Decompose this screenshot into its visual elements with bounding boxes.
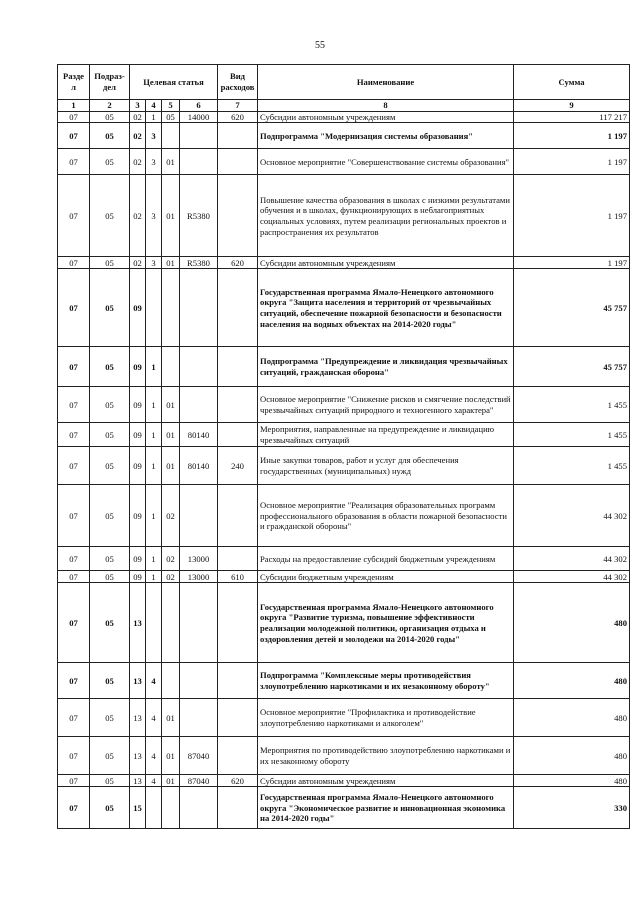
cell-summa: 44 302: [514, 547, 630, 571]
table-header-row: [58, 65, 630, 100]
cell-target-subprogram: 1: [146, 423, 162, 447]
cell-podrazdel: 05: [90, 737, 130, 775]
cell-target-subprogram: 4: [146, 663, 162, 699]
cell-naimenovanie: Государственная программа Ямало-Ненецкого автономного округа "Экономическое развитие и инновационная экономика на 2014-2020 годы": [258, 787, 514, 829]
cell-naimenovanie: Расходы на предоставление субсидий бюджетным учреждениям: [258, 547, 514, 571]
cell-naimenovanie: Основное мероприятие "Профилактика и противодействие злоупотреблению наркотиками и алкоголем": [258, 699, 514, 737]
cell-target-subprogram: 3: [146, 123, 162, 149]
cell-target-measure: [162, 787, 180, 829]
cell-razdel: 07: [58, 787, 90, 829]
cell-target-measure: 01: [162, 149, 180, 175]
table-row: [58, 175, 630, 257]
cell-target-direction: [180, 485, 218, 547]
cell-target-direction: [180, 149, 218, 175]
cell-target-subprogram: 4: [146, 737, 162, 775]
cell-target-program: 09: [130, 423, 146, 447]
cell-razdel: 07: [58, 423, 90, 447]
cell-target-program: 02: [130, 123, 146, 149]
cell-target-measure: 02: [162, 485, 180, 547]
cell-summa: 1 197: [514, 149, 630, 175]
cell-razdel: 07: [58, 175, 90, 257]
cell-target-direction: 87040: [180, 737, 218, 775]
col-index: 3: [130, 100, 146, 112]
table-row: [58, 257, 630, 269]
cell-target-subprogram: 1: [146, 347, 162, 387]
cell-podrazdel: 05: [90, 699, 130, 737]
header-vid-raskhodov: Вид расходов: [218, 65, 258, 100]
cell-naimenovanie: Мероприятия, направленные на предупреждение и ликвидацию чрезвычайных ситуаций: [258, 423, 514, 447]
cell-podrazdel: 05: [90, 775, 130, 787]
cell-vid-raskhodov: [218, 737, 258, 775]
cell-podrazdel: 05: [90, 269, 130, 347]
cell-podrazdel: 05: [90, 257, 130, 269]
cell-target-direction: 13000: [180, 547, 218, 571]
cell-target-measure: [162, 663, 180, 699]
cell-naimenovanie: Основное мероприятие "Снижение рисков и смягчение последствий чрезвычайных ситуаций природного и техногенного характера": [258, 387, 514, 423]
table-row: [58, 787, 630, 829]
cell-target-measure: 01: [162, 175, 180, 257]
cell-vid-raskhodov: [218, 787, 258, 829]
cell-target-program: 09: [130, 387, 146, 423]
header-podrazdel: Подраз-дел: [90, 65, 130, 100]
cell-vid-raskhodov: [218, 123, 258, 149]
cell-target-program: 13: [130, 699, 146, 737]
cell-target-program: 13: [130, 775, 146, 787]
cell-summa: 480: [514, 699, 630, 737]
cell-summa: 117 217: [514, 111, 630, 123]
col-index: 9: [514, 100, 630, 112]
cell-target-subprogram: 4: [146, 775, 162, 787]
cell-razdel: 07: [58, 583, 90, 663]
cell-vid-raskhodov: 620: [218, 111, 258, 123]
table-row: [58, 111, 630, 123]
cell-summa: 45 757: [514, 347, 630, 387]
cell-summa: 330: [514, 787, 630, 829]
cell-razdel: 07: [58, 775, 90, 787]
table-row: [58, 149, 630, 175]
cell-target-program: 09: [130, 269, 146, 347]
cell-summa: 45 757: [514, 269, 630, 347]
cell-naimenovanie: Повышение качества образования в школах с низкими результатами обучения и в школах, функционирующих в неблагоприятных социальных условиях, путем реализации региональных проектов и распространения их результатов: [258, 175, 514, 257]
cell-razdel: 07: [58, 123, 90, 149]
cell-target-measure: 02: [162, 547, 180, 571]
table-body: [58, 111, 630, 829]
cell-podrazdel: 05: [90, 149, 130, 175]
cell-vid-raskhodov: 620: [218, 257, 258, 269]
col-index: 7: [218, 100, 258, 112]
cell-razdel: 07: [58, 663, 90, 699]
page-number: 55: [315, 40, 325, 51]
cell-target-measure: 01: [162, 737, 180, 775]
cell-podrazdel: 05: [90, 175, 130, 257]
cell-target-measure: 01: [162, 699, 180, 737]
cell-target-measure: 01: [162, 387, 180, 423]
cell-summa: 44 302: [514, 485, 630, 547]
cell-razdel: 07: [58, 571, 90, 583]
table-row: [58, 347, 630, 387]
cell-vid-raskhodov: [218, 423, 258, 447]
table-row: [58, 485, 630, 547]
cell-target-program: 09: [130, 571, 146, 583]
cell-target-measure: [162, 583, 180, 663]
cell-target-direction: [180, 347, 218, 387]
cell-target-program: 02: [130, 149, 146, 175]
cell-target-program: 09: [130, 547, 146, 571]
cell-naimenovanie: Подпрограмма "Модернизация системы образования": [258, 123, 514, 149]
table-row: [58, 269, 630, 347]
cell-summa: 480: [514, 737, 630, 775]
cell-podrazdel: 05: [90, 571, 130, 583]
cell-target-direction: 87040: [180, 775, 218, 787]
cell-naimenovanie: Государственная программа Ямало-Ненецкого автономного округа "Защита населения и территорий от чрезвычайных ситуаций, обеспечение пожарной безопасности и безопасности населения на водных объектах на 2014-2020 годы": [258, 269, 514, 347]
cell-target-direction: [180, 387, 218, 423]
cell-summa: 480: [514, 775, 630, 787]
table-row: [58, 737, 630, 775]
cell-target-measure: 02: [162, 571, 180, 583]
cell-podrazdel: 05: [90, 485, 130, 547]
cell-naimenovanie: Иные закупки товаров, работ и услуг для обеспечения государственных (муниципальных) нужд: [258, 447, 514, 485]
cell-podrazdel: 05: [90, 447, 130, 485]
table-row: [58, 699, 630, 737]
cell-target-direction: [180, 663, 218, 699]
cell-razdel: 07: [58, 347, 90, 387]
cell-target-subprogram: 1: [146, 387, 162, 423]
cell-naimenovanie: Субсидии автономным учреждениям: [258, 111, 514, 123]
cell-vid-raskhodov: 620: [218, 775, 258, 787]
cell-vid-raskhodov: [218, 149, 258, 175]
cell-vid-raskhodov: [218, 663, 258, 699]
cell-target-program: 13: [130, 737, 146, 775]
cell-podrazdel: 05: [90, 111, 130, 123]
cell-podrazdel: 05: [90, 583, 130, 663]
cell-target-direction: [180, 787, 218, 829]
table-row: [58, 775, 630, 787]
cell-naimenovanie: Государственная программа Ямало-Ненецкого автономного округа "Развитие туризма, повышение эффективности реализации молодежной политики, организация отдыха и оздоровления детей и молодежи на 2014-2020 годы": [258, 583, 514, 663]
column-index-row: [58, 100, 630, 112]
budget-table: [57, 64, 630, 829]
cell-vid-raskhodov: [218, 547, 258, 571]
cell-target-program: 02: [130, 257, 146, 269]
table-row: [58, 447, 630, 485]
cell-target-subprogram: 3: [146, 257, 162, 269]
cell-vid-raskhodov: [218, 485, 258, 547]
cell-summa: 1 197: [514, 123, 630, 149]
header-summa: Сумма: [514, 65, 630, 100]
cell-naimenovanie: Подпрограмма "Предупреждение и ликвидация чрезвычайных ситуаций, гражданская оборона": [258, 347, 514, 387]
cell-podrazdel: 05: [90, 347, 130, 387]
table-row: [58, 423, 630, 447]
cell-target-subprogram: 1: [146, 485, 162, 547]
cell-target-subprogram: 1: [146, 111, 162, 123]
cell-target-direction: [180, 269, 218, 347]
cell-target-direction: R5380: [180, 175, 218, 257]
cell-target-program: 13: [130, 663, 146, 699]
cell-target-program: 09: [130, 485, 146, 547]
cell-vid-raskhodov: [218, 699, 258, 737]
cell-target-subprogram: 1: [146, 571, 162, 583]
cell-summa: 1 455: [514, 447, 630, 485]
cell-target-program: 09: [130, 447, 146, 485]
col-index: 2: [90, 100, 130, 112]
table-row: [58, 387, 630, 423]
table-row: [58, 123, 630, 149]
cell-target-direction: 80140: [180, 447, 218, 485]
cell-naimenovanie: Мероприятия по противодействию злоупотреблению наркотиками и их незаконному обороту: [258, 737, 514, 775]
cell-podrazdel: 05: [90, 547, 130, 571]
cell-naimenovanie: Субсидии бюджетным учреждениям: [258, 571, 514, 583]
col-index: 4: [146, 100, 162, 112]
cell-vid-raskhodov: 610: [218, 571, 258, 583]
cell-target-measure: 05: [162, 111, 180, 123]
cell-target-subprogram: 3: [146, 149, 162, 175]
cell-target-program: 13: [130, 583, 146, 663]
cell-target-program: 15: [130, 787, 146, 829]
cell-summa: 1 197: [514, 175, 630, 257]
cell-target-direction: 13000: [180, 571, 218, 583]
table-row: [58, 571, 630, 583]
cell-razdel: 07: [58, 257, 90, 269]
cell-target-direction: R5380: [180, 257, 218, 269]
cell-target-measure: 01: [162, 423, 180, 447]
cell-razdel: 07: [58, 269, 90, 347]
cell-target-direction: [180, 583, 218, 663]
cell-summa: 1 197: [514, 257, 630, 269]
cell-razdel: 07: [58, 387, 90, 423]
table-row: [58, 663, 630, 699]
cell-summa: 44 302: [514, 571, 630, 583]
cell-target-measure: [162, 347, 180, 387]
col-index: 1: [58, 100, 90, 112]
cell-target-program: 02: [130, 175, 146, 257]
cell-target-measure: 01: [162, 775, 180, 787]
col-index: 6: [180, 100, 218, 112]
cell-target-subprogram: [146, 269, 162, 347]
header-celevaya-statya: Целевая статья: [130, 65, 218, 100]
cell-target-subprogram: 3: [146, 175, 162, 257]
cell-vid-raskhodov: [218, 347, 258, 387]
cell-target-direction: 14000: [180, 111, 218, 123]
cell-vid-raskhodov: [218, 269, 258, 347]
cell-podrazdel: 05: [90, 387, 130, 423]
cell-target-measure: 01: [162, 257, 180, 269]
header-razdel: Разде л: [58, 65, 90, 100]
cell-vid-raskhodov: [218, 583, 258, 663]
col-index: 5: [162, 100, 180, 112]
cell-vid-raskhodov: [218, 175, 258, 257]
cell-vid-raskhodov: 240: [218, 447, 258, 485]
cell-razdel: 07: [58, 447, 90, 485]
cell-razdel: 07: [58, 149, 90, 175]
cell-target-program: 09: [130, 347, 146, 387]
cell-podrazdel: 05: [90, 663, 130, 699]
cell-naimenovanie: Субсидии автономным учреждениям: [258, 257, 514, 269]
cell-razdel: 07: [58, 547, 90, 571]
cell-summa: 1 455: [514, 387, 630, 423]
cell-razdel: 07: [58, 111, 90, 123]
table-row: [58, 547, 630, 571]
cell-razdel: 07: [58, 699, 90, 737]
cell-target-subprogram: 1: [146, 547, 162, 571]
cell-vid-raskhodov: [218, 387, 258, 423]
header-naimenovanie: Наименование: [258, 65, 514, 100]
cell-naimenovanie: Основное мероприятие "Совершенствование системы образования": [258, 149, 514, 175]
cell-target-subprogram: [146, 787, 162, 829]
cell-razdel: 07: [58, 737, 90, 775]
cell-razdel: 07: [58, 485, 90, 547]
cell-podrazdel: 05: [90, 123, 130, 149]
cell-summa: 480: [514, 583, 630, 663]
cell-naimenovanie: Подпрограмма "Комплексные меры противодействия злоупотреблению наркотиками и их незаконному обороту": [258, 663, 514, 699]
cell-summa: 480: [514, 663, 630, 699]
cell-target-measure: 01: [162, 447, 180, 485]
cell-podrazdel: 05: [90, 787, 130, 829]
cell-summa: 1 455: [514, 423, 630, 447]
cell-target-measure: [162, 269, 180, 347]
cell-naimenovanie: Субсидии автономным учреждениям: [258, 775, 514, 787]
cell-target-direction: [180, 123, 218, 149]
cell-target-subprogram: 4: [146, 699, 162, 737]
cell-target-program: 02: [130, 111, 146, 123]
cell-target-direction: 80140: [180, 423, 218, 447]
col-index: 8: [258, 100, 514, 112]
cell-podrazdel: 05: [90, 423, 130, 447]
cell-target-subprogram: [146, 583, 162, 663]
table-row: [58, 583, 630, 663]
cell-target-direction: [180, 699, 218, 737]
cell-target-measure: [162, 123, 180, 149]
cell-target-subprogram: 1: [146, 447, 162, 485]
cell-naimenovanie: Основное мероприятие "Реализация образовательных программ профессионального образования в области пожарной безопасности и гражданской обороны": [258, 485, 514, 547]
